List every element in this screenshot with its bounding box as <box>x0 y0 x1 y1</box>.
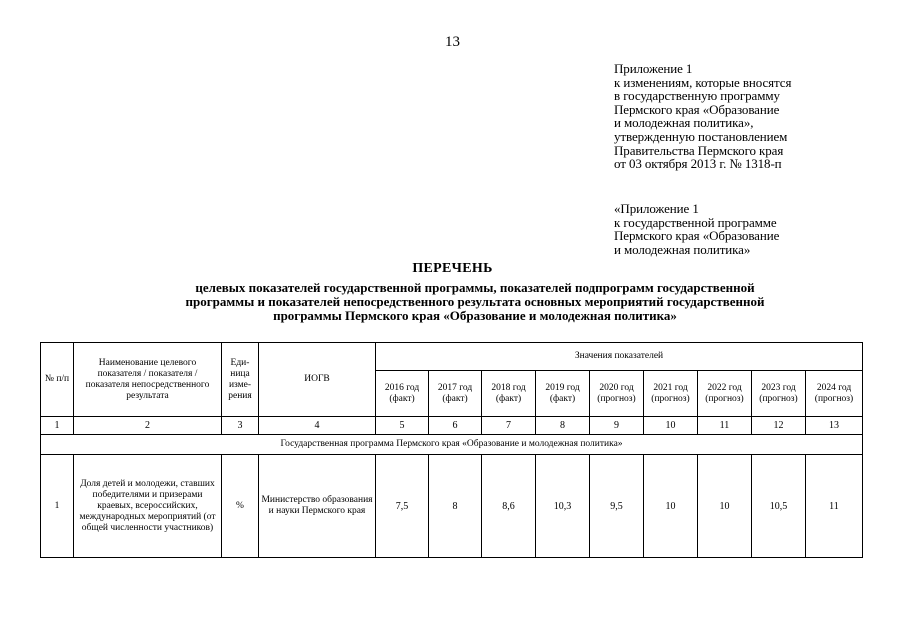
row-value: 10,5 <box>752 455 806 558</box>
header-year: 2020 год (прогноз) <box>590 371 644 417</box>
indicators-table <box>40 342 863 558</box>
appendix-line: Пермского края «Образование <box>614 101 780 117</box>
column-number: 13 <box>806 417 863 435</box>
header-year: 2017 год (факт) <box>429 371 482 417</box>
row-name: Доля детей и молодежи, ставших победителями и призерами краевых, всероссийских, международных мероприятий (от общей численности участников) <box>74 455 222 558</box>
header-year: 2016 год (факт) <box>376 371 429 417</box>
appendix-line: и молодежная политика», <box>614 115 754 131</box>
subtitle-line: программы и показателей непосредственного результата основных мероприятий государственной <box>185 293 765 309</box>
document-subtitle <box>100 281 850 322</box>
row-iogv: Министерство образования и науки Пермского края <box>259 455 376 558</box>
row-value: 10 <box>644 455 698 558</box>
row-value: 7,5 <box>376 455 429 558</box>
header-iogv: ИОГВ <box>259 343 376 417</box>
row-value: 8,6 <box>482 455 536 558</box>
row-value: 11 <box>806 455 863 558</box>
column-number: 8 <box>536 417 590 435</box>
appendix-line: от 03 октября 2013 г. № 1318-п <box>614 156 782 172</box>
header-name: Наименование целевого показателя / показателя / показателя непосредственного результата <box>74 343 222 417</box>
appendix-line: к изменениям, которые вносятся <box>614 74 792 90</box>
appendix-line: Правительства Пермского края <box>614 142 784 158</box>
page-number: 13 <box>445 34 460 50</box>
document-title: ПЕРЕЧЕНЬ <box>412 261 493 276</box>
appendix-sub-line: к государственной программе <box>614 214 777 230</box>
header-unit: Еди-ница изме-рения <box>222 343 259 417</box>
table-row <box>41 455 863 558</box>
appendix-line: утвержденную постановлением <box>614 128 788 144</box>
column-number: 5 <box>376 417 429 435</box>
header-year: 2018 год (факт) <box>482 371 536 417</box>
row-value: 8 <box>429 455 482 558</box>
row-value: 9,5 <box>590 455 644 558</box>
appendix-sub-line: и молодежная политика» <box>614 241 751 257</box>
header-year: 2021 год (прогноз) <box>644 371 698 417</box>
column-number: 6 <box>429 417 482 435</box>
row-value: 10 <box>698 455 752 558</box>
header-year: 2024 год (прогноз) <box>806 371 863 417</box>
header-values-group: Значения показателей <box>376 343 863 371</box>
row-num: 1 <box>41 455 74 558</box>
row-unit: % <box>222 455 259 558</box>
appendix-sub-line: «Приложение 1 <box>614 201 699 216</box>
header-year: 2022 год (прогноз) <box>698 371 752 417</box>
column-number: 1 <box>41 417 74 435</box>
row-value: 10,3 <box>536 455 590 558</box>
column-number: 9 <box>590 417 644 435</box>
subtitle-line: программы Пермского края «Образование и молодежная политика» <box>273 307 677 323</box>
appendix-sub-line: Пермского края «Образование <box>614 228 780 244</box>
appendix-header <box>614 62 791 171</box>
header-year: 2023 год (прогноз) <box>752 371 806 417</box>
column-number: 2 <box>74 417 222 435</box>
header-num: № п/п <box>41 343 74 417</box>
subtitle-line: целевых показателей государственной программы, показателей подпрограмм государственной <box>195 280 755 295</box>
column-number: 3 <box>222 417 259 435</box>
appendix-sub <box>614 202 779 256</box>
column-number: 10 <box>644 417 698 435</box>
section-title: Государственная программа Пермского края «Образование и молодежная политика» <box>41 435 863 455</box>
header-year: 2019 год (факт) <box>536 371 590 417</box>
appendix-line: Приложение 1 <box>614 61 693 76</box>
column-number: 4 <box>259 417 376 435</box>
column-number: 7 <box>482 417 536 435</box>
column-number: 12 <box>752 417 806 435</box>
appendix-line: в государственную программу <box>614 88 780 104</box>
column-number: 11 <box>698 417 752 435</box>
